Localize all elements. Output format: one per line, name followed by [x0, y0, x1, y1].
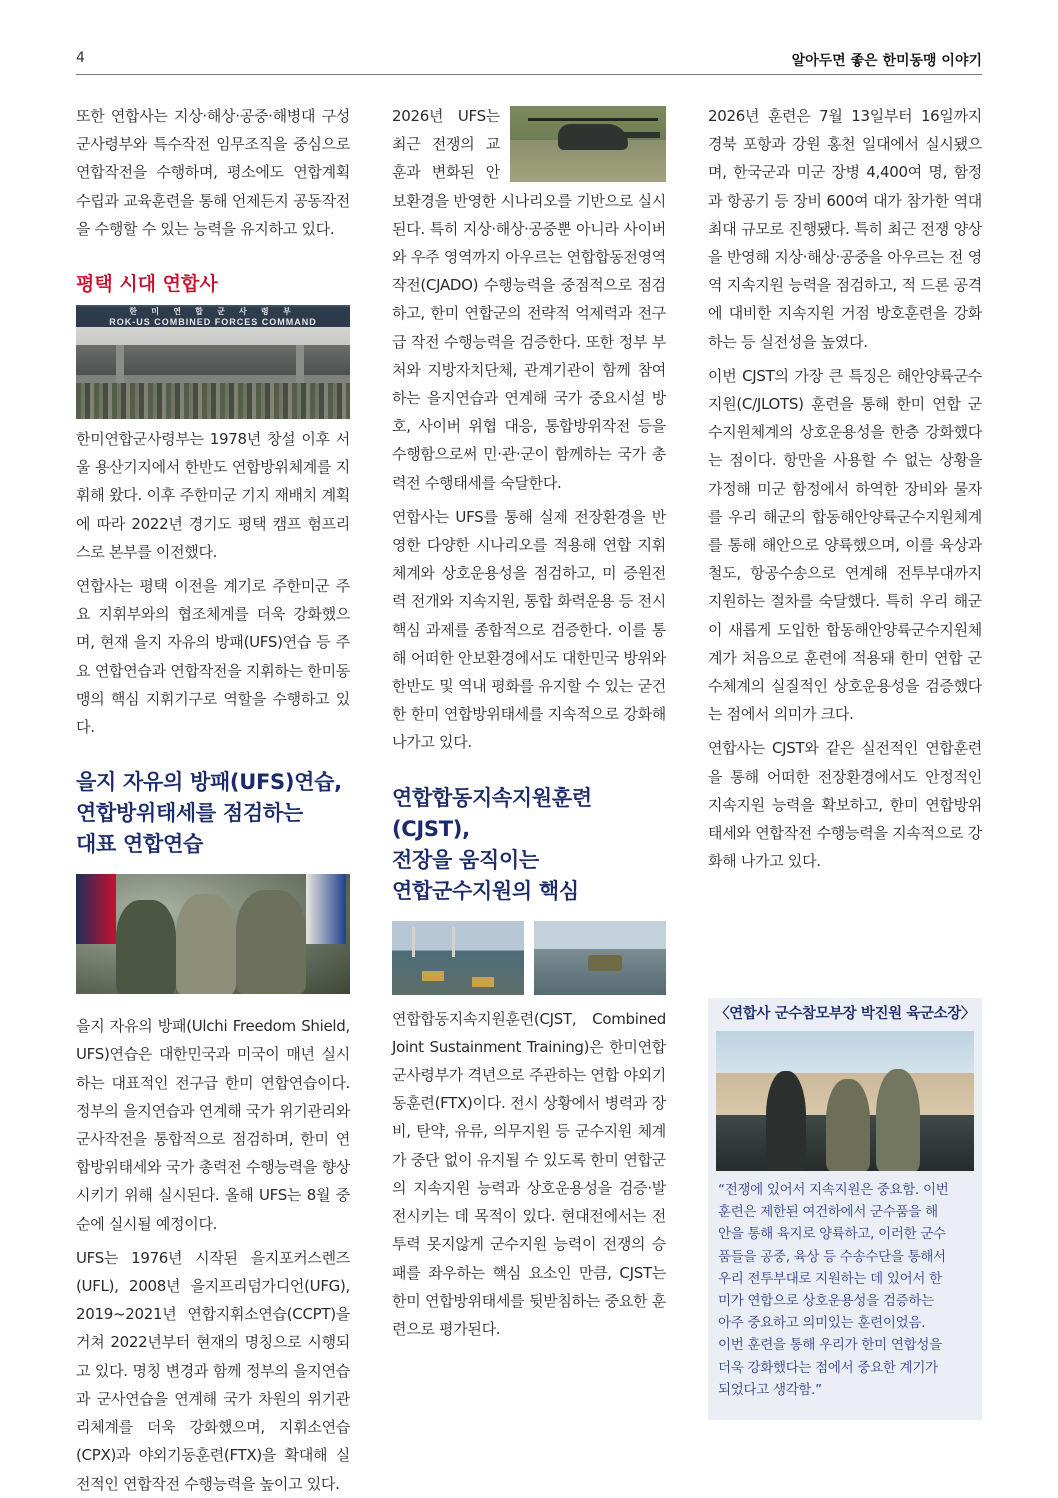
ufs-paragraph-3: 2026년 UFS는 최근 전쟁의 교훈과 변화된 안보환경을 반영한 시나리오를 기반으로 실시된다. 특히 지상·해상·공중뿐 아니라 사이버와 우주 영역까지 아우르는 연합합동전영역작전(CJADO) 수행능력을 중점적으로 점검하고, 한미 연합군의 전략적 억제력과 전구급 작전 수행능력을 검증한다. 또한 정부 부처와 지방자치단체, 관계기관이 함께 참여하는 을지연습과 연계해 국가 중요시설 방호, 사이버 위협 대응, 통합방위작전 등을 수행함으로써 민·관·군이 함께하는 국가 총력전 수행태세를 숙달한다.	[392, 107, 666, 492]
person-shape	[876, 1069, 920, 1171]
crane-shape	[412, 927, 415, 957]
person-shape	[826, 1079, 870, 1171]
ufs-paragraph-4: 연합사는 UFS를 통해 실제 전장환경을 반영한 다양한 시나리오를 적용해 연합 지휘체계와 상호운용성을 점검하고, 미 증원전력 전개와 지속지원, 통합 화력운용 등 전시 핵심 과제를 종합적으로 검증한다. 이를 통해 어떠한 안보환경에서도 대한민국 방위와 한반도 및 역내 평화를 유지할 수 있는 굳건한 한미 연합방위태세를 지속적으로 강화해 나가고 있다.	[392, 507, 666, 752]
truck-shape	[422, 971, 444, 981]
intro-paragraph: 또한 연합사는 지상·해상·공중·해병대 구성군사령부와 특수작전 임무조직을 중심으로 연합작전을 수행하며, 평소에도 연합계획 수립과 교육훈련을 통해 언제든지 공동작전을 수행할 수 있는 능력을 유지하고 있다.	[76, 107, 350, 238]
hq-sign	[76, 307, 350, 327]
heading-line: 연합합동지속지원훈련(CJST),	[392, 785, 592, 841]
section-heading-pyeongtaek: 평택 시대 연합사	[76, 273, 218, 296]
cjst-paragraph-1: 연합합동지속지원훈련(CJST, Combined Joint Sustainment Training)은 한미연합군사령부가 격년으로 주관하는 연합 야외기동훈련(FTX)이다. 전시 상황에서 병력과 장비, 탄약, 유류, 의무지원 등 군수지원 체계가 중단 없이 유지될 수 있도록 한미 연합군의 지속지원 능력과 상호운용성을 검증·발전시키는 데 목적이 있다. 현대전에서는 전투력 못지않게 군수지원 능력이 전쟁의 승패를 좌우하는 핵심 요소인 만큼, CJST는 한미 연합방위태세를 뒷받침하는 중요한 훈련으로 평가된다.	[392, 1009, 666, 1338]
section-heading-ufs	[76, 767, 350, 860]
column-middle	[392, 102, 666, 1349]
heading-line: 연합군수지원의 핵심	[392, 878, 579, 903]
person-shape	[236, 890, 306, 994]
header-rule	[76, 74, 982, 75]
quote-line: 미가 연합으로 상호운용성을 검증하는	[718, 1293, 934, 1310]
helicopter-rotor	[528, 118, 658, 121]
pyeongtaek-paragraph-2: 연합사는 평택 이전을 계기로 주한미군 주요 지휘부와의 협조체계를 더욱 강화했으며, 현재 을지 자유의 방패(UFS)연습 등 주요 연합연습과 연합작전을 지휘하는 한미동맹의 핵심 지휘기구로 역할을 수행하고 있다.	[76, 577, 350, 737]
quote-line: 안을 통해 육지로 양륙하고, 이러한 군수	[718, 1226, 946, 1243]
helicopter-tail	[622, 132, 660, 138]
briefing-meeting-photo	[76, 874, 350, 994]
landing-ship-photo	[534, 921, 666, 995]
column-right	[708, 102, 982, 881]
quote-line: 더욱 강화했다는 점에서 중요한 계기가	[718, 1359, 938, 1376]
sidebar-title: 〈연합사 군수참모부장 박진원 육군소장〉	[715, 1006, 975, 1022]
crane-shape	[452, 927, 455, 957]
column-left	[76, 102, 350, 1498]
heading-line: 대표 연합연습	[76, 832, 203, 857]
cjst-photo-row	[392, 921, 666, 995]
interview-sidebar	[708, 998, 982, 1420]
hq-building-photo	[76, 305, 350, 419]
hq-sign-korean: 한 미 연 합 군 사 령 부	[129, 307, 297, 317]
vehicle-shape	[588, 955, 622, 971]
page-number: 4	[76, 50, 85, 66]
flag-shape	[76, 874, 116, 944]
hq-sign-english: ROK-US COMBINED FORCES COMMAND	[109, 317, 317, 328]
person-shape	[766, 1071, 806, 1171]
person-shape	[176, 894, 236, 994]
quote-line: 되었다고 생각함.”	[718, 1381, 822, 1398]
quote-line: 훈련은 제한된 여건하에서 군수품을 해	[718, 1204, 938, 1221]
hq-crowd	[76, 383, 350, 419]
pyeongtaek-paragraph-1: 한미연합군사령부는 1978년 창설 이후 서울 용산기지에서 한반도 연합방위체계를 지휘해 왔다. 이후 주한미군 기지 재배치 계획에 따라 2022년 경기도 평택 캠프 험프리스로 본부를 이전했다.	[76, 430, 350, 561]
quote-line: “전쟁에 있어서 지속지원은 중요함. 이번	[718, 1182, 949, 1198]
person-shape	[116, 900, 176, 994]
heading-line: 연합방위태세를 점검하는	[76, 801, 303, 826]
cjst-paragraph-4: 연합사는 CJST와 같은 실전적인 연합훈련을 통해 어떠한 전장환경에서도 안정적인 지속지원 능력을 확보하고, 한미 연합방위태세와 연합작전 수행능력을 지속적으로 강화해 나가고 있다.	[708, 739, 982, 871]
quote-line: 이번 훈련을 통해 우리가 한미 연합성을	[718, 1337, 942, 1354]
flag-shape	[306, 874, 346, 944]
heading-line: 을지 자유의 방패(UFS)연습,	[76, 770, 342, 795]
port-crane-photo	[392, 921, 524, 995]
running-title: 알아두면 좋은 한미동맹 이야기	[791, 53, 982, 69]
heading-line: 전장을 움직이는	[392, 847, 539, 872]
sidebar-quote	[718, 1179, 972, 1401]
helicopter-body	[558, 124, 628, 150]
cjst-paragraph-3: 이번 CJST의 가장 큰 특징은 해안양륙군수지원(C/JLOTS) 훈련을 통해 한미 연합 군수지원체계의 상호운용성을 한층 강화했다는 점이다. 항만을 사용할 수 없는 상황을 가정해 미군 함정에서 하역한 장비와 물자를 우리 해군의 합동해안양륙군수지원체계를 통해 해안으로 양륙했으며, 이를 육상과 철도, 항공수송으로 연계해 전투부대까지 지원하는 절차를 숙달했다. 특히 우리 해군이 새롭게 도입한 합동해안양륙군수지원체계가 처음으로 훈련에 적용돼 한미 연합 군수체계의 실질적인 상호운용성을 검증했다는 점에서 의미가 크다.	[708, 366, 982, 724]
helicopter-photo	[510, 106, 666, 182]
cjst-paragraph-2: 2026년 훈련은 7월 13일부터 16일까지 경북 포항과 강원 홍천 일대에서 실시됐으며, 한국군과 미군 장병 4,400여 명, 함정과 항공기 등 장비 600여 대가 참가한 역대 최대 규모로 진행됐다. 특히 최근 전쟁 양상을 반영해 지상·해상·공중을 아우르는 전 영역 지속지원 능력을 점검하고, 적 드론 공격에 대비한 지속지원 거점 방호훈련을 강화하는 등 실전성을 높였다.	[708, 107, 982, 351]
section-heading-cjst	[392, 783, 666, 907]
truck-shape	[472, 977, 494, 987]
quote-line: 아주 중요하고 의미있는 훈련이었음.	[718, 1315, 926, 1332]
ufs-paragraph-1: 을지 자유의 방패(Ulchi Freedom Shield, UFS)연습은 대한민국과 미국이 매년 실시하는 대표적인 전구급 한미 연합연습이다. 정부의 을지연습과 연계해 국가 위기관리와 군사작전을 통합적으로 점검하며, 한미 연합방위태세와 국가 총력전 수행능력을 향상시키기 위해 실시된다. 올해 UFS는 8월 중순에 실시될 예정이다.	[76, 1017, 350, 1233]
quote-line: 우리 전투부대로 지원하는 데 있어서 한	[718, 1270, 942, 1287]
quote-line: 품들을 공중, 육상 등 수송수단을 통해서	[718, 1248, 946, 1265]
field-briefing-photo	[716, 1031, 974, 1171]
ufs-paragraph-2: UFS는 1976년 시작된 을지포커스렌즈(UFL), 2008년 을지프리덤가디언(UFG), 2019~2021년 연합지휘소연습(CCPT)을 거쳐 2022년부터 현재의 명칭으로 시행되고 있다. 명칭 변경과 함께 정부의 을지연습과 군사연습을 연계해 국가 차원의 위기관리체계를 더욱 강화했으며, 지휘소연습(CPX)과 야외기동훈련(FTX)을 확대해 실전적인 연합작전 수행능력을 높이고 있다.	[76, 1248, 350, 1493]
